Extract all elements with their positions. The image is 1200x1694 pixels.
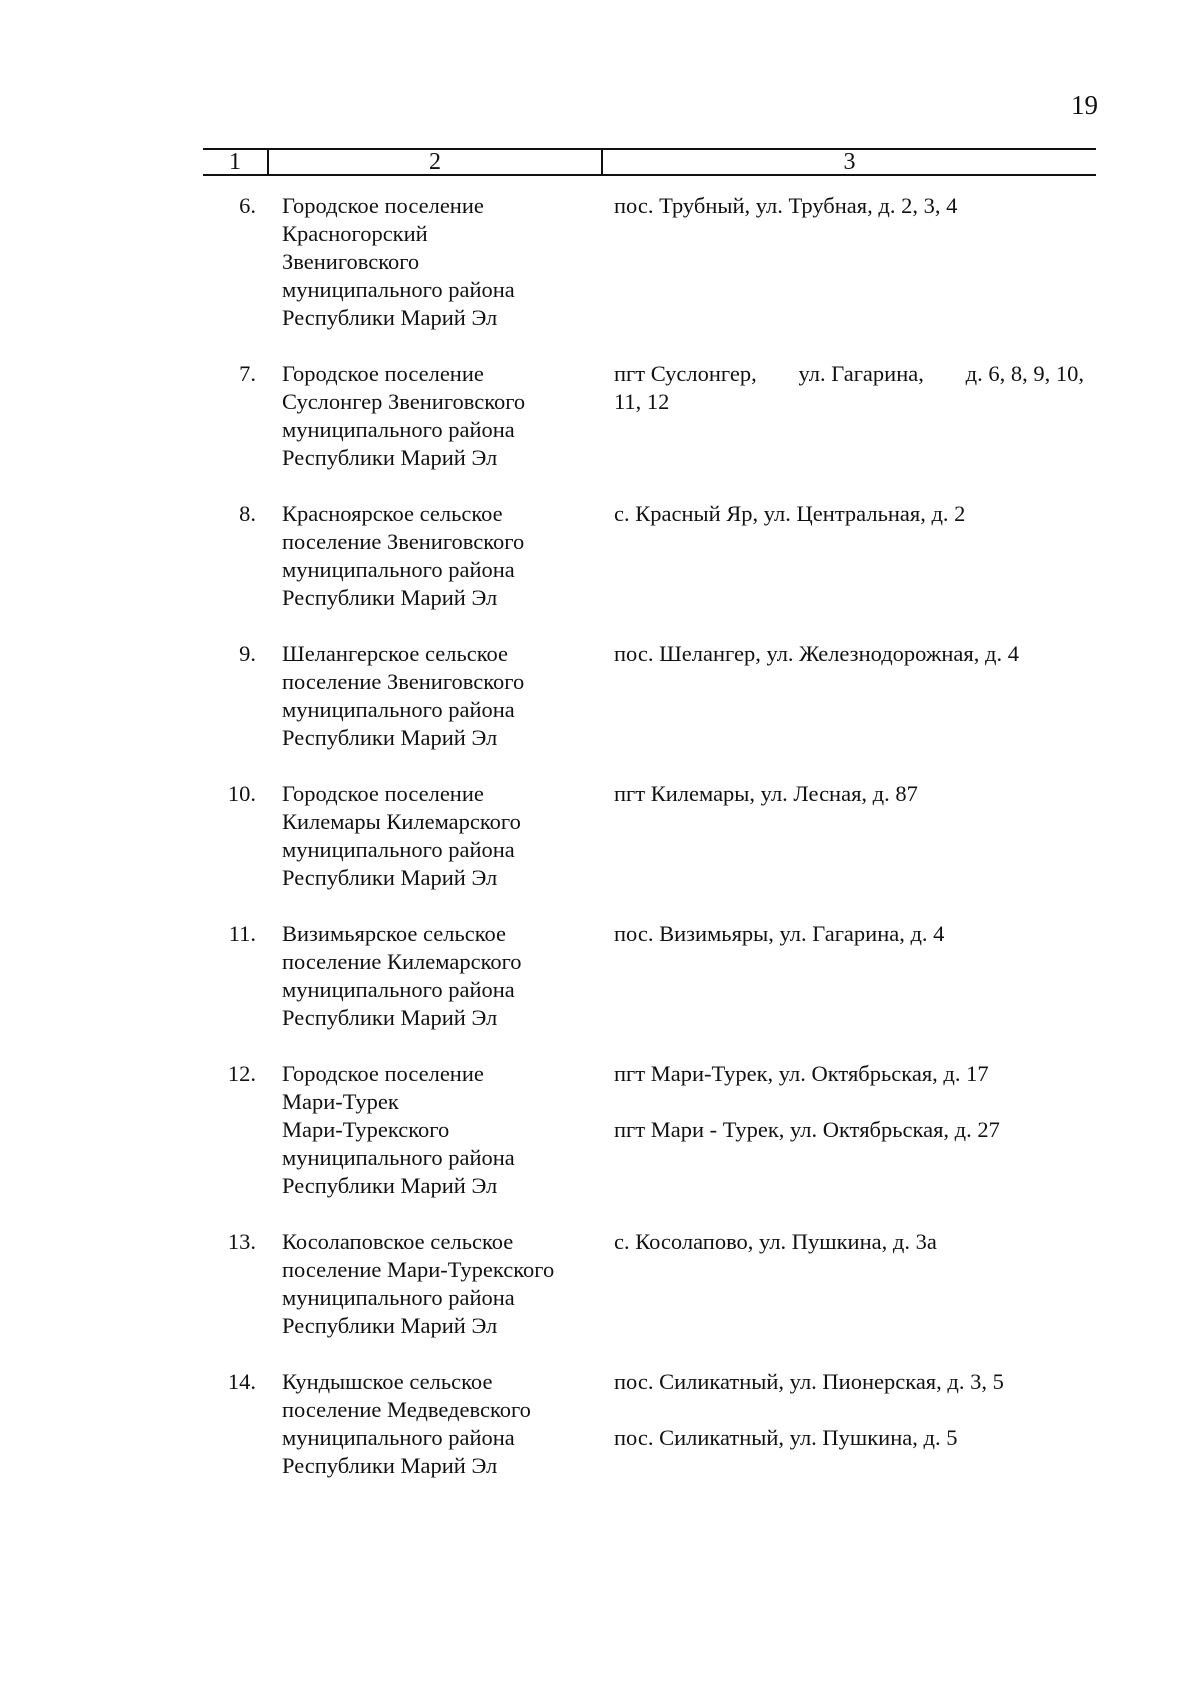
- name-line: Визимьярское сельское: [282, 921, 507, 946]
- name-line: Красноярское сельское: [282, 501, 503, 526]
- name-line: Шелангерское сельское: [282, 641, 509, 666]
- name-line: муниципального района: [282, 557, 515, 582]
- settlement-name: [282, 920, 612, 1032]
- name-line: Республики Марий Эл: [282, 1173, 498, 1198]
- address-line: с. Красный Яр, ул. Центральная, д. 2: [614, 501, 966, 526]
- name-line: поселение Мари-Турекского: [282, 1257, 555, 1282]
- name-line: Кундышское сельское: [282, 1369, 493, 1394]
- name-line: поселение Звениговского: [282, 669, 525, 694]
- address: [614, 640, 1094, 668]
- header-col-2: 2: [269, 150, 603, 174]
- name-line: Республики Марий Эл: [282, 725, 498, 750]
- row-number: 11.: [228, 921, 256, 946]
- address-line: с. Косолапово, ул. Пушкина, д. 3а: [614, 1229, 937, 1254]
- name-line: поселение Медведевского: [282, 1397, 531, 1422]
- row-number: 12.: [227, 1061, 256, 1086]
- settlement-name: [282, 1368, 612, 1480]
- name-line: муниципального района: [282, 977, 515, 1002]
- name-line: Килемары Килемарского: [282, 809, 521, 834]
- row-number: 9.: [239, 641, 256, 666]
- address-line: пгт Килемары, ул. Лесная, д. 87: [614, 781, 918, 806]
- address-part: д. 6, 8, 9, 10,: [965, 361, 1084, 386]
- name-line: поселение Звениговского: [282, 529, 525, 554]
- address-part: пгт Суслонгер,: [614, 361, 757, 386]
- address-line: пос. Силикатный, ул. Пионерская, д. 3, 5: [614, 1369, 1004, 1394]
- name-line: Республики Марий Эл: [282, 1313, 498, 1338]
- address-spacer: [614, 1396, 1094, 1424]
- name-line: Мари-Турек: [282, 1089, 399, 1114]
- name-line: муниципального района: [282, 417, 515, 442]
- name-line: Суслонгер Звениговского: [282, 389, 526, 414]
- name-line: муниципального района: [282, 1285, 515, 1310]
- address-line: пгт Мари - Турек, ул. Октябрьская, д. 27: [614, 1117, 1000, 1142]
- row-number: 8.: [239, 501, 256, 526]
- name-line: муниципального района: [282, 1425, 515, 1450]
- address: [614, 920, 1094, 948]
- name-line: муниципального района: [282, 697, 515, 722]
- name-line: муниципального района: [282, 837, 515, 862]
- name-line: Республики Марий Эл: [282, 865, 498, 890]
- address-line: [614, 360, 1084, 388]
- address-part: ул. Гагарина,: [798, 361, 924, 386]
- address-line: пос. Трубный, ул. Трубная, д. 2, 3, 4: [614, 193, 958, 218]
- name-line: Красногорский: [282, 221, 428, 246]
- address: [614, 192, 1094, 220]
- name-line: Республики Марий Эл: [282, 305, 498, 330]
- header-col-3: 3: [843, 149, 856, 175]
- address-line: пгт Мари-Турек, ул. Октябрьская, д. 17: [614, 1061, 989, 1086]
- row-number: 7.: [239, 361, 256, 386]
- name-line: Городское поселение: [282, 1061, 484, 1086]
- table-header: [203, 148, 1096, 176]
- name-line: Республики Марий Эл: [282, 445, 498, 470]
- settlement-name: [282, 1060, 612, 1200]
- name-line: Городское поселение: [282, 361, 484, 386]
- address-line: пос. Шелангер, ул. Железнодорожная, д. 4: [614, 641, 1019, 666]
- name-line: Мари-Турекского: [282, 1117, 450, 1142]
- name-line: Косолаповское сельское: [282, 1229, 514, 1254]
- settlement-name: [282, 780, 612, 892]
- row-number: 10.: [227, 781, 256, 806]
- name-line: муниципального района: [282, 277, 515, 302]
- name-line: Городское поселение: [282, 193, 484, 218]
- address: [614, 360, 1094, 416]
- name-line: муниципального района: [282, 1145, 515, 1170]
- name-line: Республики Марий Эл: [282, 585, 498, 610]
- address: [614, 1228, 1094, 1256]
- address: [614, 1060, 1094, 1144]
- name-line: Городское поселение: [282, 781, 484, 806]
- settlement-name: [282, 500, 612, 612]
- address-line: пос. Силикатный, ул. Пушкина, д. 5: [614, 1425, 958, 1450]
- row-number: 14.: [227, 1369, 256, 1394]
- address: [614, 1368, 1094, 1452]
- settlement-name: [282, 640, 612, 752]
- settlement-name: [282, 360, 612, 472]
- address: [614, 500, 1094, 528]
- row-number: 6.: [239, 193, 256, 218]
- settlement-name: [282, 1228, 612, 1340]
- name-line: Звениговского: [282, 249, 420, 274]
- address-line: 11, 12: [614, 389, 670, 414]
- settlement-name: [282, 192, 612, 332]
- address-spacer: [614, 1088, 1094, 1116]
- address-line: пос. Визимьяры, ул. Гагарина, д. 4: [614, 921, 945, 946]
- page-number: 19: [1071, 90, 1098, 120]
- row-number: 13.: [227, 1229, 256, 1254]
- name-line: Республики Марий Эл: [282, 1453, 498, 1478]
- name-line: поселение Килемарского: [282, 949, 522, 974]
- name-line: Республики Марий Эл: [282, 1005, 498, 1030]
- header-col-1: 1: [203, 150, 269, 174]
- address: [614, 780, 1094, 808]
